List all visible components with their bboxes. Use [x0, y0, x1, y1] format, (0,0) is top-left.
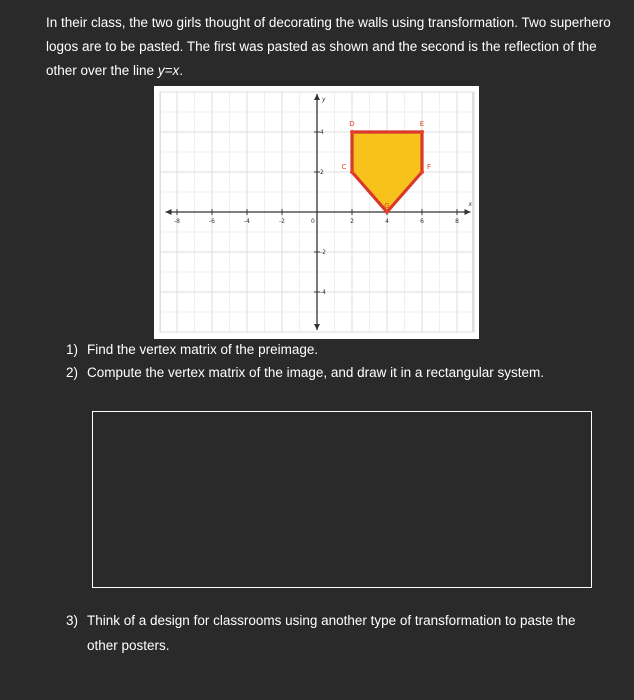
vertex-label-e: E: [419, 120, 425, 128]
question-2-number: 2): [66, 365, 79, 380]
vertex-label-d: D: [349, 120, 355, 128]
vertex-point-f: [420, 170, 424, 174]
coordinate-plane: [154, 86, 479, 339]
vertex-point-e: [420, 130, 424, 134]
vertex-label-g: G: [384, 202, 390, 210]
x-tick-label: -6: [209, 218, 215, 225]
answer-box[interactable]: [92, 411, 592, 588]
x-tick-label: 8: [455, 218, 459, 225]
vertex-label-f: F: [426, 163, 432, 171]
question-1-number: 1): [66, 342, 79, 357]
vertex-point-c: [350, 170, 354, 174]
vertex-label-c: C: [341, 163, 347, 171]
coordinate-figure: [154, 86, 479, 339]
x-tick-label: 2: [350, 218, 354, 225]
y-tick-label: 4: [320, 129, 324, 136]
vertex-point-g: [385, 210, 389, 214]
y-tick-label: -2: [320, 249, 326, 256]
question-2: [66, 361, 606, 384]
y-tick-label: -4: [320, 289, 326, 296]
question-3-text: Think of a design for classrooms using another type of transformation to paste the other posters.: [87, 613, 576, 653]
question-1-text: Find the vertex matrix of the preimage.: [87, 342, 319, 357]
problem-intro: [46, 11, 616, 83]
y-tick-label: 2: [320, 169, 324, 176]
x-tick-label: -8: [174, 218, 180, 225]
line-equation: y=x: [157, 63, 180, 78]
question-3-number: 3): [66, 613, 79, 628]
x-tick-label: 4: [385, 218, 389, 225]
x-tick-label: 6: [420, 218, 424, 225]
origin-label: 0: [311, 218, 315, 225]
question-2-text: Compute the vertex matrix of the image, and draw it in a rectangular system.: [87, 365, 544, 380]
x-tick-label: -4: [244, 218, 250, 225]
question-3: [66, 608, 596, 658]
x-axis-label: x: [468, 201, 473, 208]
question-1: [66, 338, 606, 361]
x-tick-label: -2: [279, 218, 285, 225]
vertex-point-d: [350, 130, 354, 134]
question-list: [66, 338, 606, 384]
intro-period: .: [179, 63, 183, 78]
y-axis-label: y: [322, 96, 326, 103]
intro-text: In their class, the two girls thought of decorating the walls using transformation. Two superhero logos are to be pasted. The first was pasted as shown and the second is the reflection of the other over the line: [46, 15, 611, 78]
